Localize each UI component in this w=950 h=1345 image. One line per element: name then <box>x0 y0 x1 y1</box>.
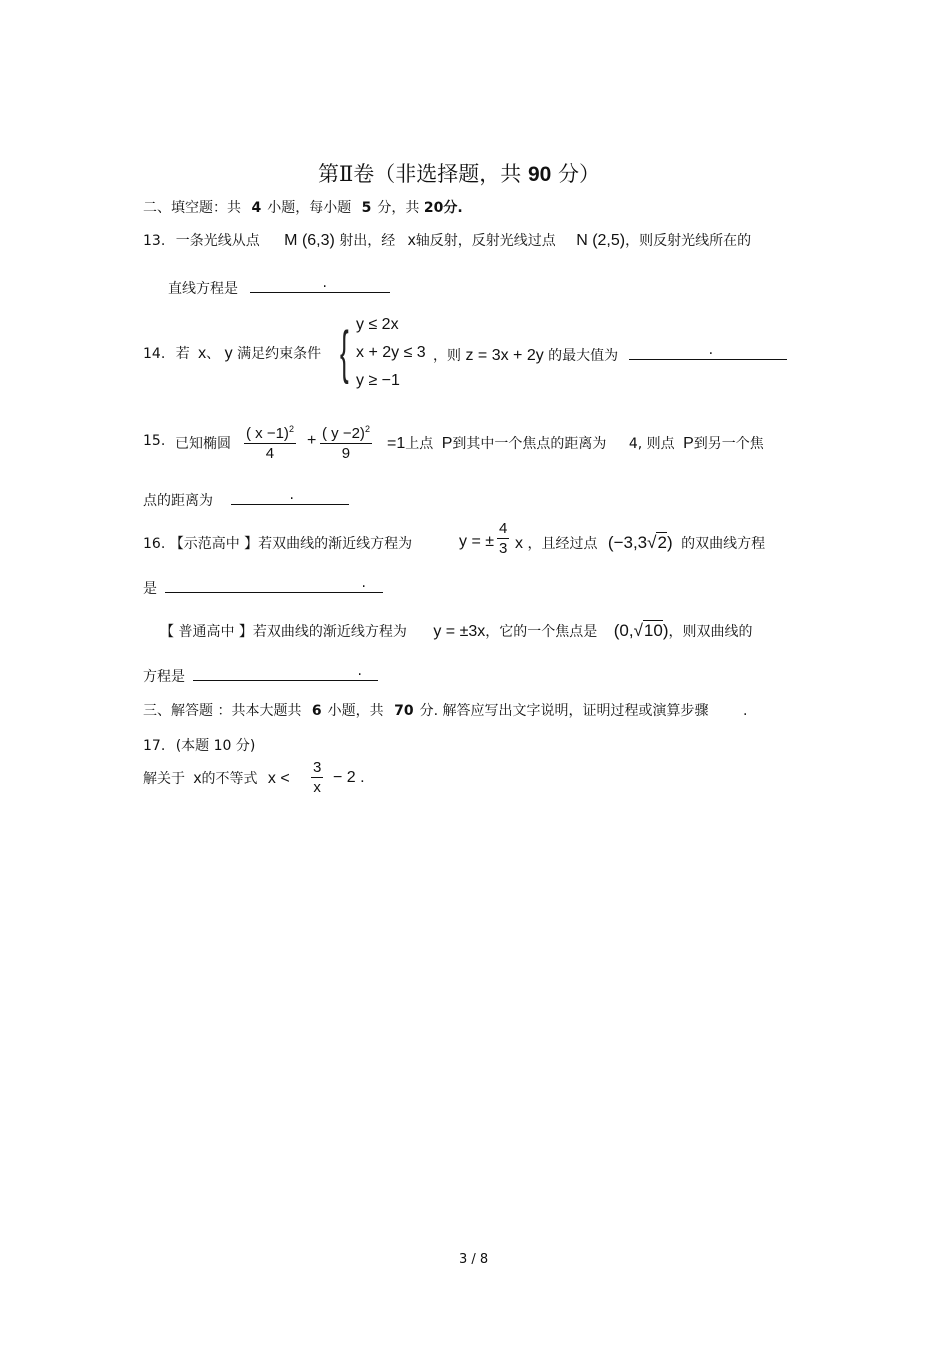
text: ，则双曲线的 <box>668 624 753 640</box>
denominator: 3 <box>499 540 508 557</box>
question-13-line2 <box>168 276 390 298</box>
numerator <box>244 420 296 444</box>
text: ，且经过点 <box>527 536 598 552</box>
text: 直线方程是 <box>168 281 238 297</box>
constraint-2: x + 2y ≤ 3 <box>356 344 426 361</box>
equals-one: =1 <box>387 435 406 452</box>
blank-dot: . <box>322 275 327 291</box>
text: 若双曲线的渐近线方程为 <box>252 624 407 640</box>
exponent: 2 <box>288 424 294 434</box>
text: (−3,3 <box>607 533 648 552</box>
constraint-brace: { <box>340 320 349 385</box>
question-number: 15. <box>143 433 166 449</box>
exponent: 2 <box>364 424 370 434</box>
point-m: M (6,3) <box>284 232 335 249</box>
numerator <box>320 420 372 444</box>
text: (0, <box>613 621 634 640</box>
question-14 <box>143 343 321 363</box>
page-number: 3 / 8 <box>459 1252 489 1267</box>
tag-model-school: 【示范高中 】 <box>169 536 259 552</box>
numerator: 4 <box>499 520 508 537</box>
question-15-line2 <box>143 488 349 510</box>
question-15-tail <box>387 433 764 453</box>
distance-value: 4, <box>628 436 643 452</box>
text: 二、填空题：共 <box>143 200 241 216</box>
text: 方程是 <box>143 669 185 685</box>
text: 到另一个焦 <box>693 436 764 452</box>
inequality-lhs: x < <box>267 770 290 787</box>
tag-regular-school: 【 普通高中 】 <box>160 624 253 640</box>
inequality-fraction <box>311 758 323 797</box>
question-number: 14. <box>143 346 166 362</box>
ellipse-fraction-1 <box>244 420 296 463</box>
blank-dot: . <box>357 663 362 679</box>
title-score: 90 <box>527 163 552 186</box>
blank-dot: . <box>708 342 714 358</box>
text: 70 <box>394 703 414 719</box>
answer-blank[interactable] <box>193 664 378 681</box>
inequality-rhs: − 2 . <box>333 769 365 786</box>
numerator: 3 <box>313 759 322 776</box>
var-x: x <box>193 770 202 787</box>
focus-expr: (0,√10) <box>613 621 669 640</box>
text: 则点 <box>646 436 675 452</box>
ellipse-fraction-2 <box>320 420 372 463</box>
text: 点的距离为 <box>143 493 213 509</box>
radicand: 10 <box>643 621 663 640</box>
constraint-1: y ≤ 2x <box>356 316 399 333</box>
point-p: P <box>683 435 694 452</box>
point-n: N (2,5) <box>576 232 626 249</box>
point-p: P <box>441 435 453 452</box>
text: 满足约束条件 <box>237 346 322 362</box>
text: 的不等式 <box>201 771 258 787</box>
point-expr: (−3,3√2) <box>607 533 673 552</box>
answer-blank[interactable] <box>165 576 383 593</box>
text: 小题，每小题 <box>267 200 352 216</box>
text: 5 <box>361 200 372 216</box>
text: 到其中一个焦点的距离为 <box>452 436 607 452</box>
text: ，则 <box>433 348 461 364</box>
question-16-part2 <box>160 621 753 641</box>
text: 的双曲线方程 <box>681 536 766 552</box>
title-suffix: 分） <box>558 162 601 186</box>
text: ( x −1) <box>246 425 289 442</box>
question-13 <box>143 230 751 250</box>
text: 若双曲线的渐近线方程为 <box>258 536 413 552</box>
text: ，它的一个焦点是 <box>485 624 598 640</box>
answer-blank[interactable] <box>250 276 390 293</box>
question-number: 16. <box>143 536 166 552</box>
denominator: 9 <box>341 445 351 462</box>
page-title <box>318 158 600 188</box>
question-16-line4 <box>143 664 378 686</box>
text: ) <box>666 533 673 552</box>
text: 射出，经 <box>339 233 396 249</box>
text: 是 <box>143 581 157 597</box>
text: 三、解答题 ：共本大题共 <box>143 703 302 719</box>
denominator: x <box>313 779 321 796</box>
var-x: x <box>515 535 523 552</box>
text: 、 <box>206 346 221 362</box>
text: 20 <box>423 200 444 216</box>
text: 分. <box>443 200 463 216</box>
question-16 <box>143 533 412 553</box>
section-2-heading <box>143 197 463 217</box>
question-points: (本题 10 分) <box>175 738 256 754</box>
question-number: 13. <box>143 233 166 249</box>
text: 6 <box>311 703 322 719</box>
question-16-line2 <box>143 576 383 598</box>
denominator: 4 <box>265 445 275 462</box>
text: 的最大值为 <box>548 348 619 364</box>
constraint-3: y ≥ −1 <box>356 372 400 389</box>
objective-expr: z = 3x + 2y <box>465 347 544 364</box>
section-3-heading <box>143 700 747 720</box>
text: 分，共 <box>377 200 420 216</box>
radicand: 2 <box>657 533 667 552</box>
text: ( y −2) <box>322 425 365 442</box>
title-text: 第Ⅱ卷（非选择题，共 <box>318 162 522 186</box>
text: 小题，共 <box>327 703 384 719</box>
blank-dot: . <box>289 487 294 503</box>
text: ，则反射光线所在的 <box>625 233 752 249</box>
asymptote-fraction <box>497 519 509 558</box>
text: 解关于 <box>143 771 185 787</box>
question-17-body <box>143 768 290 788</box>
text: 若 <box>175 346 190 362</box>
plus-sign: + <box>307 432 317 449</box>
var-y: y <box>224 345 233 362</box>
text: 4 <box>251 200 262 216</box>
answer-blank[interactable] <box>231 488 349 505</box>
question-number: 17. <box>143 738 166 754</box>
var-x: x <box>198 345 207 362</box>
text: 分. 解答应写出文字说明，证明过程或演算步骤 <box>419 703 709 719</box>
question-16-tail <box>515 533 765 553</box>
question-17-header <box>143 735 255 755</box>
asymptote-lhs: y = ± <box>459 533 495 550</box>
text: ) <box>662 621 669 640</box>
var-x: x <box>407 232 416 249</box>
blank-dot: . <box>361 575 366 591</box>
text: 一条光线从点 <box>175 233 260 249</box>
text: 上点 <box>405 436 434 452</box>
text: 已知椭圆 <box>175 436 231 452</box>
text: 轴反射，反射光线过点 <box>415 233 556 249</box>
answer-blank[interactable] <box>629 343 787 360</box>
asymptote-expr: y = ±3x <box>433 623 486 640</box>
question-14-tail <box>433 343 787 365</box>
text: . <box>742 703 748 719</box>
